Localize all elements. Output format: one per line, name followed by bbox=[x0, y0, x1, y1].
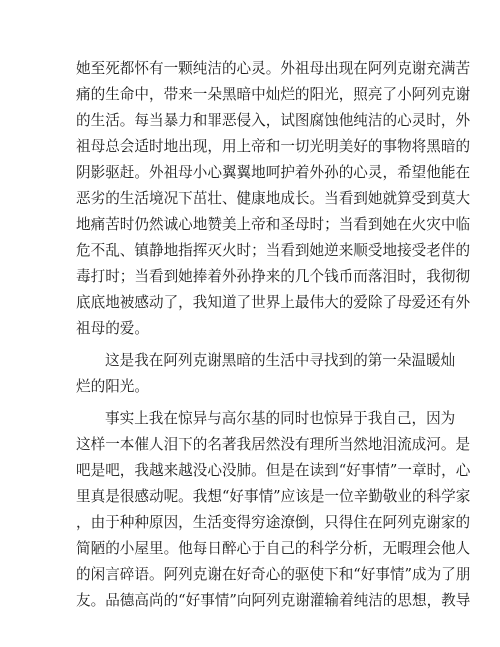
paragraph-2 bbox=[76, 348, 456, 400]
document-page bbox=[76, 56, 471, 614]
text-line: 她至死都怀有一颗纯洁的心灵。外祖母出现在阿列克谢充满苦 bbox=[76, 60, 471, 77]
text-line: 的生活。每当暴力和罪恶侵入，试图腐蚀他纯洁的心灵时，外 bbox=[76, 112, 471, 129]
text-line: 烂的阳光。 bbox=[76, 378, 149, 395]
paragraph-3 bbox=[76, 406, 471, 614]
text-line: 祖母的爱。 bbox=[76, 320, 149, 337]
text-line: 恶劣的生活境况下茁壮、健康地成长。当看到她就算受到莫大 bbox=[76, 190, 471, 207]
text-line: 友。品德高尚的“好事情”向阿列克谢灌输着纯洁的思想，教导 bbox=[76, 592, 471, 609]
text-line: 地痛苦时仍然诚心地赞美上帝和圣母时；当看到她在火灾中临 bbox=[76, 216, 471, 233]
paragraph-1 bbox=[76, 56, 471, 342]
text-line: 的闲言碎语。阿列克谢在好奇心的驱使下和“好事情”成为了朋 bbox=[76, 566, 471, 583]
text-line: 危不乱、镇静地指挥灭火时；当看到她逆来顺受地接受老伴的 bbox=[76, 242, 471, 259]
text-line: 里真是很感动呢。我想“好事情”应该是一位辛勤敬业的科学家 bbox=[76, 488, 471, 505]
text-line: 这样一本催人泪下的名著我居然没有理所当然地泪流成河。是 bbox=[76, 436, 471, 453]
text-line: ，由于种种原因，生活变得穷途潦倒，只得住在阿列克谢家的 bbox=[76, 514, 471, 531]
text-line: 阴影驱赶。外祖母小心翼翼地呵护着外孙的心灵，希望他能在 bbox=[76, 164, 471, 181]
text-line: 痛的生命中，带来一朵黑暗中灿烂的阳光，照亮了小阿列克谢 bbox=[76, 86, 471, 103]
text-line: 底底地被感动了，我知道了世界上最伟大的爱除了母爱还有外 bbox=[76, 294, 471, 311]
text-line: 毒打时；当看到她捧着外孙挣来的几个钱币而落泪时，我彻彻 bbox=[76, 268, 471, 285]
text-line: 吧是吧，我越来越没心没肺。但是在读到“好事情”一章时，心 bbox=[76, 462, 471, 479]
text-line: 祖母总会适时地出现，用上帝和一切光明美好的事物将黑暗的 bbox=[76, 138, 471, 155]
text-line: 简陋的小屋里。他每日醉心于自己的科学分析，无暇理会他人 bbox=[76, 540, 471, 557]
text-line: 这是我在阿列克谢黑暗的生活中寻找到的第一朵温暖灿 bbox=[105, 352, 456, 369]
text-line: 事实上我在惊异与高尔基的同时也惊异于我自己，因为 bbox=[105, 410, 456, 427]
